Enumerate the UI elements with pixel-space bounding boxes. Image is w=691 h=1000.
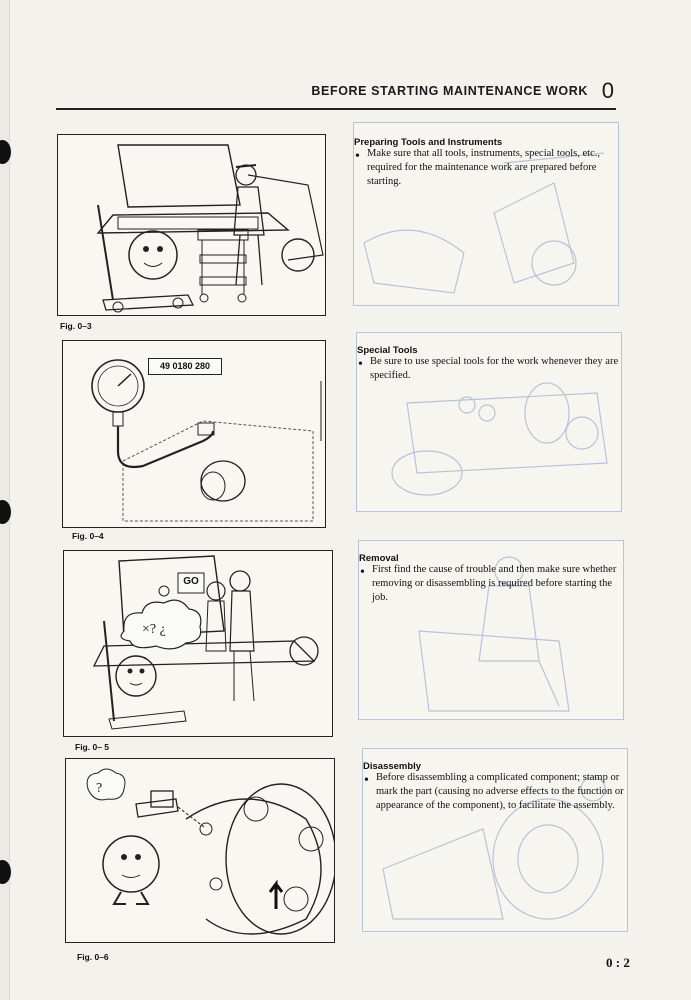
disassembly-drawing xyxy=(66,759,334,942)
bullet-dot: • xyxy=(364,773,369,788)
section-text: First find the cause of trouble and then make sure whether removing or disassembling is required before starting the job. xyxy=(372,564,617,603)
page-number-text: 0 : 2 xyxy=(606,955,630,970)
tools-drawing xyxy=(58,135,325,315)
header-title: BEFORE STARTING MAINTENANCE WORK xyxy=(311,84,588,98)
chapter-number: 0 xyxy=(601,78,614,103)
page-header xyxy=(56,68,616,110)
figure-caption: Fig. 0–4 xyxy=(72,531,104,541)
figure-gauge-illustration xyxy=(62,340,326,528)
figure-caption: Fig. 0–3 xyxy=(60,321,92,331)
panel-special-tools xyxy=(356,332,622,512)
figure-disassembly-illustration xyxy=(65,758,335,943)
bullet-dot: • xyxy=(358,357,363,372)
svg-text:×? ¿: ×? ¿ xyxy=(142,622,166,637)
go-sign-text: GO xyxy=(183,576,199,587)
section-text: Be sure to use special tools for the work whenever they are specified. xyxy=(370,356,619,381)
figure-tools-illustration xyxy=(57,134,326,316)
panel-removal xyxy=(358,540,624,720)
section-heading: Special Tools xyxy=(357,345,418,356)
page-number xyxy=(606,955,630,971)
section-text: Make sure that all tools, instruments, special tools, etc., required for the maintenance work are prepared before starting. xyxy=(367,148,600,187)
section-heading: Removal xyxy=(359,553,399,564)
svg-text:?: ? xyxy=(96,781,103,796)
section-heading: Preparing Tools and Instruments xyxy=(354,137,503,148)
panel-preparing-tools xyxy=(353,122,619,306)
panel-disassembly xyxy=(362,748,628,932)
figure-removal-illustration xyxy=(63,550,333,737)
section-text: Before disassembling a complicated component; stamp or mark the part (causing no adverse effects to the function or appearance of the component), to facilitate the assembly. xyxy=(376,772,624,811)
gauge-tool-label: 49 0180 280 xyxy=(148,358,222,375)
bullet-dot: • xyxy=(355,149,360,164)
figure-caption: Fig. 0–6 xyxy=(77,952,109,962)
figure-caption: Fig. 0– 5 xyxy=(75,742,110,752)
bullet-dot: • xyxy=(360,565,365,580)
section-heading: Disassembly xyxy=(363,761,422,772)
